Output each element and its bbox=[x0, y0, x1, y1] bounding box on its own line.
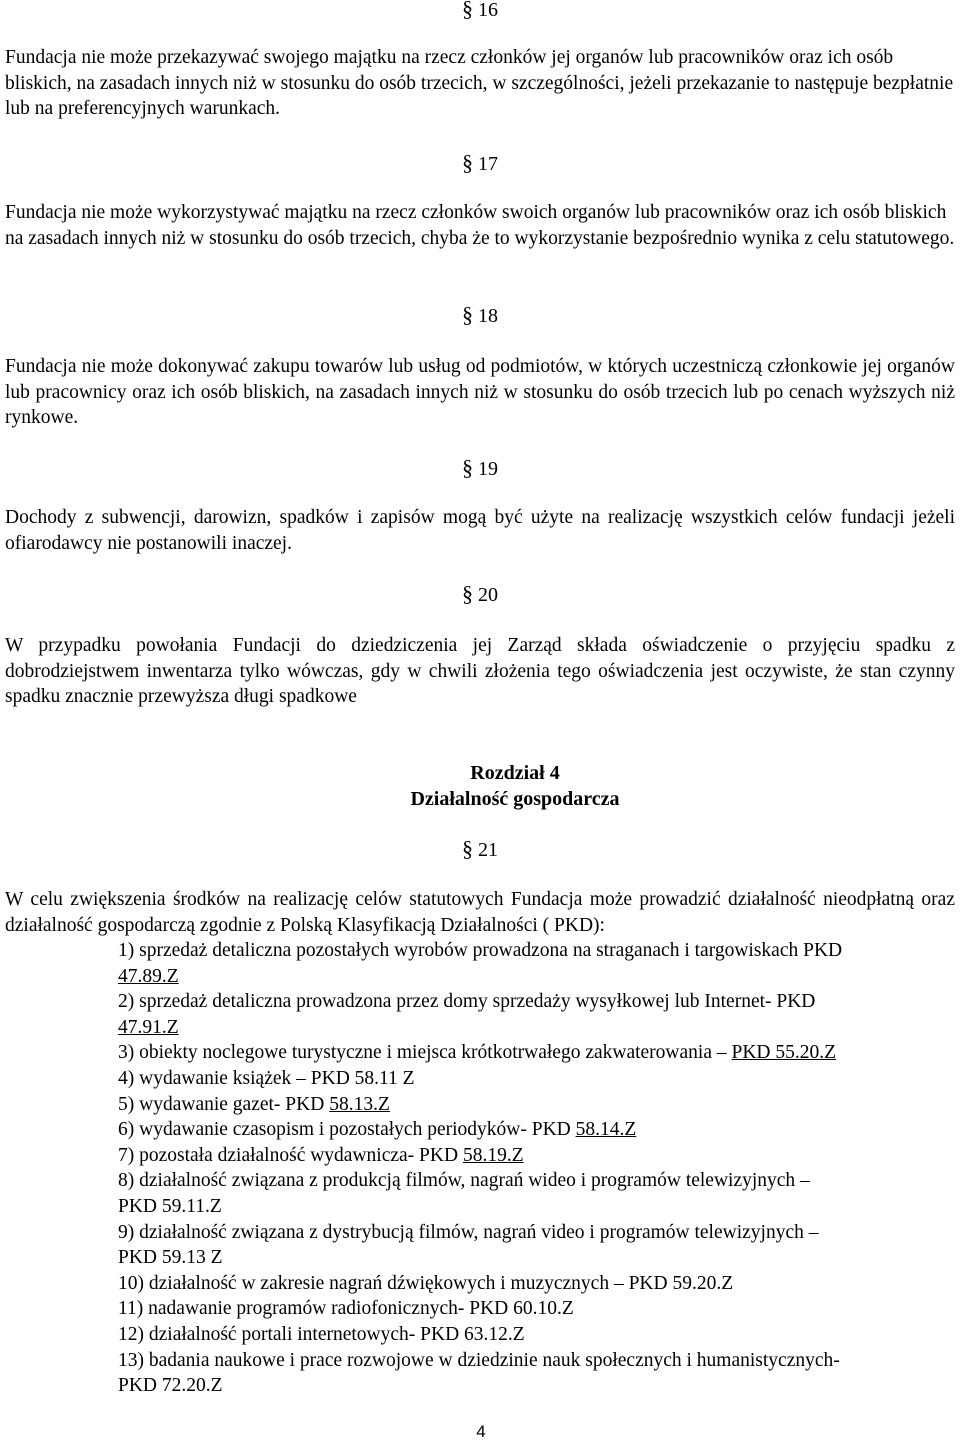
chapter-subtitle: Działalność gospodarcza bbox=[410, 788, 620, 810]
list-item bbox=[118, 1040, 955, 1066]
section-number: 17 bbox=[478, 153, 498, 175]
list-item bbox=[118, 938, 955, 989]
list-item-text: 9) działalność związana z dystrybucją filmów, nagrań video i programów telewizyjnych – bbox=[118, 1221, 819, 1243]
pkd-code: PKD 59.13 Z bbox=[118, 1247, 223, 1269]
list-item-text: 7) pozostała działalność wydawnicza- PKD bbox=[118, 1144, 459, 1166]
list-item-text: 6) wydawanie czasopism i pozostałych periodyków- PKD bbox=[118, 1119, 571, 1141]
list-item bbox=[118, 1143, 955, 1169]
list-item-text: 2) sprzedaż detaliczna prowadzona przez domy sprzedaży wysyłkowej lub Internet- PKD bbox=[118, 991, 816, 1013]
section-symbol: § bbox=[462, 581, 473, 606]
list-item-text: 1) sprzedaż detaliczna pozostałych wyrobów prowadzona na straganach i targowiskach PKD bbox=[118, 940, 843, 961]
section-number: 16 bbox=[478, 0, 498, 21]
section-16-text: Fundacja nie może przekazywać swojego majątku na rzecz członków jej organów lub pracowników oraz ich osób bliskich, na zasadach innych niż w stosunku do osób trzecich, w szczególności, jeżeli przekazanie to następuje bezpłatnie lub na preferencyjnych warunkach. bbox=[5, 47, 954, 120]
pkd-code: PKD 55.20.Z bbox=[731, 1042, 837, 1064]
pkd-code: 58.19.Z bbox=[462, 1144, 524, 1166]
list-item-text: 3) obiekty noclegowe turystyczne i miejsca krótkotrwałego zakwaterowania – bbox=[118, 1042, 727, 1064]
list-item bbox=[118, 1322, 955, 1348]
section-symbol: § bbox=[462, 0, 473, 21]
section-17-text: Fundacja nie może wykorzystywać majątku na rzecz członków swoich organów lub pracowników oraz ich osób bliskich na zasadach innych niż w stosunku do osób trzecich, chyba że to wykorzystanie bezpośrednio wynika z celu statutowego. bbox=[5, 202, 955, 249]
pkd-code: PKD 72.20.Z bbox=[118, 1375, 223, 1397]
chapter-title: Rozdział 4 bbox=[470, 762, 560, 784]
section-symbol: § bbox=[462, 150, 473, 175]
list-item-text: 5) wydawanie gazet- PKD bbox=[118, 1093, 325, 1115]
pkd-activity-list bbox=[118, 938, 955, 1399]
list-item bbox=[118, 1117, 955, 1143]
list-item-text: 10) działalność w zakresie nagrań dźwiękowych i muzycznych – PKD 59.20.Z bbox=[118, 1272, 734, 1294]
section-18-text: Fundacja nie może dokonywać zakupu towarów lub usług od podmiotów, w których uczestniczą członkowie jej organów lub pracownicy oraz ich osób bliskich, na zasadach innych niż w stosunku do osób trzecich lub po cenach wyższych niż rynkowe. bbox=[5, 356, 955, 429]
list-item-text: 4) wydawanie książek – PKD 58.11 Z bbox=[118, 1067, 415, 1089]
section-18-heading bbox=[0, 302, 960, 329]
section-number: 20 bbox=[478, 584, 498, 606]
section-17-heading bbox=[0, 150, 960, 177]
pkd-code: 47.91.Z bbox=[118, 1016, 179, 1038]
section-19-heading bbox=[0, 455, 960, 482]
list-item-text: 11) nadawanie programów radiofonicznych- PKD 60.10.Z bbox=[118, 1298, 574, 1320]
section-20-text: W przypadku powołania Fundacji do dziedziczenia jej Zarząd składa oświadczenie o przyjęciu spadku z dobrodziejstwem inwentarza tylko wówczas, gdy w chwili złożenia tego oświadczenia jest oczywiste, że stan czynny spadku znacznie przewyższa długi spadkowe bbox=[5, 635, 955, 708]
list-item bbox=[118, 1092, 955, 1118]
list-item bbox=[118, 1296, 955, 1322]
section-symbol: § bbox=[462, 455, 473, 480]
pkd-code: 58.14.Z bbox=[575, 1119, 637, 1141]
pkd-code: PKD 59.11.Z bbox=[118, 1195, 222, 1217]
list-item bbox=[118, 1168, 955, 1219]
section-21-heading bbox=[0, 836, 960, 863]
section-20-heading bbox=[0, 581, 960, 608]
list-item bbox=[118, 1066, 955, 1092]
list-item-text: 8) działalność związana z produkcją filmów, nagrań wideo i programów telewizyjnych – bbox=[118, 1170, 810, 1192]
section-symbol: § bbox=[462, 302, 473, 327]
section-19-text: Dochody z subwencji, darowizn, spadków i zapisów mogą być użyte na realizację wszystkich celów fundacji jeżeli ofiarodawcy nie postanowili inaczej. bbox=[5, 507, 955, 554]
list-item bbox=[118, 1220, 955, 1271]
list-item-text: 13) badania naukowe i prace rozwojowe w dziedzinie nauk społecznych i humanistycznych- bbox=[118, 1349, 840, 1371]
list-item bbox=[118, 989, 955, 1040]
page-number: 4 bbox=[476, 1422, 486, 1441]
list-item bbox=[118, 1348, 955, 1399]
section-number: 21 bbox=[478, 839, 498, 861]
section-symbol: § bbox=[462, 836, 473, 861]
pkd-code: 47.89.Z bbox=[118, 965, 179, 987]
list-item bbox=[118, 1271, 955, 1297]
section-number: 19 bbox=[478, 458, 498, 480]
section-number: 18 bbox=[478, 305, 498, 327]
section-21-text: W celu zwiększenia środków na realizację celów statutowych Fundacja może prowadzić działalność nieodpłatną oraz działalność gospodarczą zgodnie z Polską Klasyfikacją Działalności ( PKD): bbox=[5, 889, 955, 936]
list-item-text: 12) działalność portali internetowych- PKD 63.12.Z bbox=[118, 1323, 525, 1345]
pkd-code: 58.13.Z bbox=[329, 1093, 390, 1115]
section-16-heading bbox=[0, 0, 960, 23]
